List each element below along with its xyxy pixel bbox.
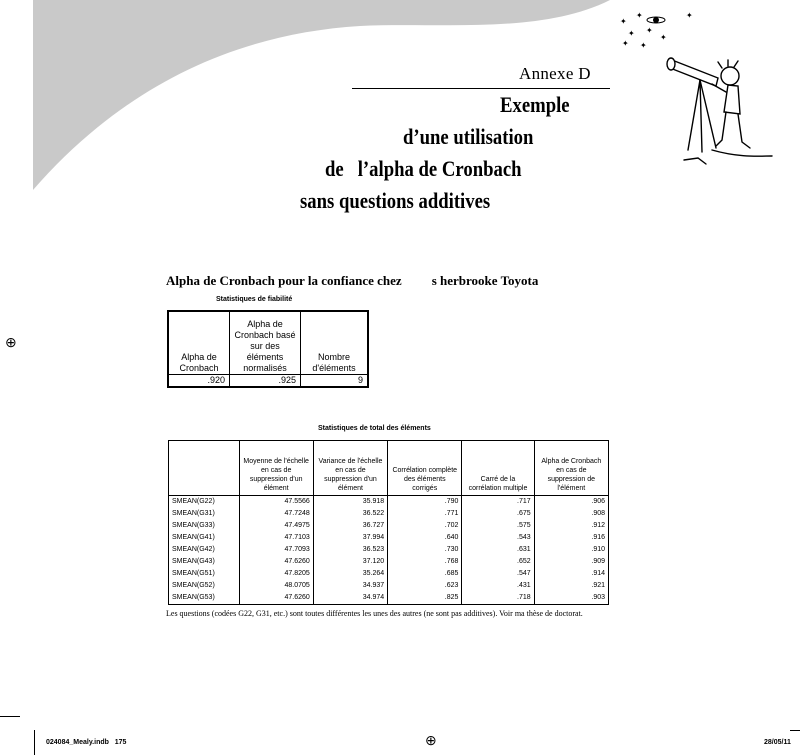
reliability-header-count: Nombre d'éléments bbox=[301, 311, 369, 375]
item-stats-header-variance: Variance de l'échelle en cas de suppression d'un élément bbox=[313, 441, 387, 496]
cell-squared: .631 bbox=[462, 544, 534, 556]
cell-alpha: .921 bbox=[534, 580, 608, 592]
table-note: Les questions (codées G22, G31, etc.) sont toutes différentes les unes des autres (ne sont pas additives). Voir ma thèse de doctorat. bbox=[166, 609, 583, 618]
table-row bbox=[169, 544, 609, 556]
registration-mark-icon: ⊕ bbox=[5, 336, 17, 351]
reliability-header-alpha: Alpha de Cronbach bbox=[168, 311, 230, 375]
item-stats-header-mean: Moyenne de l'échelle en cas de suppression d'un élément bbox=[239, 441, 313, 496]
astronomer-telescope-illustration bbox=[667, 58, 772, 164]
cell-variance: 36.523 bbox=[313, 544, 387, 556]
reliability-header-alpha-normalized: Alpha de Cronbach basé sur des éléments normalisés bbox=[230, 311, 301, 375]
reliability-value-alpha-normalized: .925 bbox=[230, 375, 301, 388]
title-line-3: de l’alpha de Cronbach bbox=[325, 156, 522, 181]
cell-mean: 47.7248 bbox=[239, 508, 313, 520]
cell-alpha: .910 bbox=[534, 544, 608, 556]
registration-mark-icon: ⊕ bbox=[425, 734, 437, 749]
item-stats-header-squared-multiple: Carré de la corrélation multiple bbox=[462, 441, 534, 496]
row-label: SMEAN(G42) bbox=[169, 544, 240, 556]
cell-alpha: .914 bbox=[534, 568, 608, 580]
svg-text:✦: ✦ bbox=[636, 11, 643, 20]
row-label: SMEAN(G41) bbox=[169, 532, 240, 544]
cell-correlation: .623 bbox=[388, 580, 462, 592]
table-row bbox=[169, 556, 609, 568]
crop-mark bbox=[34, 730, 35, 755]
svg-text:✦: ✦ bbox=[628, 29, 635, 38]
cell-squared: .717 bbox=[462, 496, 534, 509]
cell-alpha: .906 bbox=[534, 496, 608, 509]
row-label: SMEAN(G33) bbox=[169, 520, 240, 532]
cell-alpha: .903 bbox=[534, 592, 608, 605]
cell-variance: 34.937 bbox=[313, 580, 387, 592]
reliability-value-count: 9 bbox=[301, 375, 369, 388]
title-line-1: Exemple bbox=[500, 92, 570, 117]
cell-variance: 37.994 bbox=[313, 532, 387, 544]
cell-squared: .543 bbox=[462, 532, 534, 544]
footer-date: 28/05/11 bbox=[764, 739, 791, 746]
cell-variance: 35.918 bbox=[313, 496, 387, 509]
cell-alpha: .916 bbox=[534, 532, 608, 544]
row-label: SMEAN(G43) bbox=[169, 556, 240, 568]
cell-squared: .718 bbox=[462, 592, 534, 605]
cell-alpha: .912 bbox=[534, 520, 608, 532]
cell-alpha: .909 bbox=[534, 556, 608, 568]
cell-mean: 47.5566 bbox=[239, 496, 313, 509]
item-stats-header-alpha-if-deleted: Alpha de Cronbach en cas de suppression de l'élément bbox=[534, 441, 608, 496]
crop-mark bbox=[0, 716, 20, 717]
reliability-table bbox=[167, 310, 369, 388]
item-stats-header-blank bbox=[169, 441, 240, 496]
table-row bbox=[169, 592, 609, 605]
cell-correlation: .640 bbox=[388, 532, 462, 544]
cell-variance: 36.727 bbox=[313, 520, 387, 532]
cell-correlation: .685 bbox=[388, 568, 462, 580]
item-stats-rows bbox=[169, 496, 609, 605]
row-label: SMEAN(G53) bbox=[169, 592, 240, 605]
cell-squared: .675 bbox=[462, 508, 534, 520]
svg-text:✦: ✦ bbox=[686, 11, 693, 20]
cell-correlation: .771 bbox=[388, 508, 462, 520]
reliability-value-alpha: .920 bbox=[168, 375, 230, 388]
table-row bbox=[169, 508, 609, 520]
item-stats-caption: Statistiques de total des éléments bbox=[318, 425, 431, 432]
title-line-2: d’une utilisation bbox=[403, 124, 534, 149]
cell-mean: 47.4975 bbox=[239, 520, 313, 532]
reliability-caption: Statistiques de fiabilité bbox=[216, 296, 293, 303]
cell-squared: .431 bbox=[462, 580, 534, 592]
crop-mark bbox=[790, 730, 800, 731]
title-line-4: sans questions additives bbox=[300, 188, 491, 213]
svg-text:✦: ✦ bbox=[620, 17, 627, 26]
section-title bbox=[166, 273, 538, 289]
cell-correlation: .702 bbox=[388, 520, 462, 532]
table-row bbox=[169, 520, 609, 532]
item-stats-header-correlation: Corrélation complète des éléments corrigés bbox=[388, 441, 462, 496]
header-rule bbox=[352, 88, 610, 89]
cell-variance: 34.974 bbox=[313, 592, 387, 605]
row-label: SMEAN(G51) bbox=[169, 568, 240, 580]
svg-text:✦: ✦ bbox=[646, 26, 653, 35]
cell-mean: 47.6260 bbox=[239, 556, 313, 568]
cell-alpha: .908 bbox=[534, 508, 608, 520]
cell-variance: 37.120 bbox=[313, 556, 387, 568]
row-label: SMEAN(G22) bbox=[169, 496, 240, 509]
table-row bbox=[169, 532, 609, 544]
table-row bbox=[169, 568, 609, 580]
cell-mean: 47.8205 bbox=[239, 568, 313, 580]
row-label: SMEAN(G52) bbox=[169, 580, 240, 592]
section-title-part-1: Alpha de Cronbach pour la confiance chez bbox=[166, 273, 402, 288]
annex-label: Annexe D bbox=[519, 64, 591, 83]
cell-correlation: .730 bbox=[388, 544, 462, 556]
cell-variance: 36.522 bbox=[313, 508, 387, 520]
item-stats-table bbox=[168, 440, 609, 605]
cell-mean: 47.6260 bbox=[239, 592, 313, 605]
svg-text:✦: ✦ bbox=[622, 39, 629, 48]
row-label: SMEAN(G31) bbox=[169, 508, 240, 520]
cell-correlation: .825 bbox=[388, 592, 462, 605]
table-row bbox=[169, 580, 609, 592]
cell-squared: .547 bbox=[462, 568, 534, 580]
cell-squared: .575 bbox=[462, 520, 534, 532]
cell-squared: .652 bbox=[462, 556, 534, 568]
table-row bbox=[169, 496, 609, 509]
cell-variance: 35.264 bbox=[313, 568, 387, 580]
svg-text:✦: ✦ bbox=[660, 33, 667, 42]
cell-mean: 47.7103 bbox=[239, 532, 313, 544]
cell-correlation: .790 bbox=[388, 496, 462, 509]
cell-mean: 48.0705 bbox=[239, 580, 313, 592]
cell-correlation: .768 bbox=[388, 556, 462, 568]
cell-mean: 47.7093 bbox=[239, 544, 313, 556]
footer-file-name: 024084_Mealy.indb 175 bbox=[46, 739, 127, 746]
svg-text:✦: ✦ bbox=[640, 41, 647, 50]
section-title-part-2: s herbrooke Toyota bbox=[431, 273, 539, 288]
